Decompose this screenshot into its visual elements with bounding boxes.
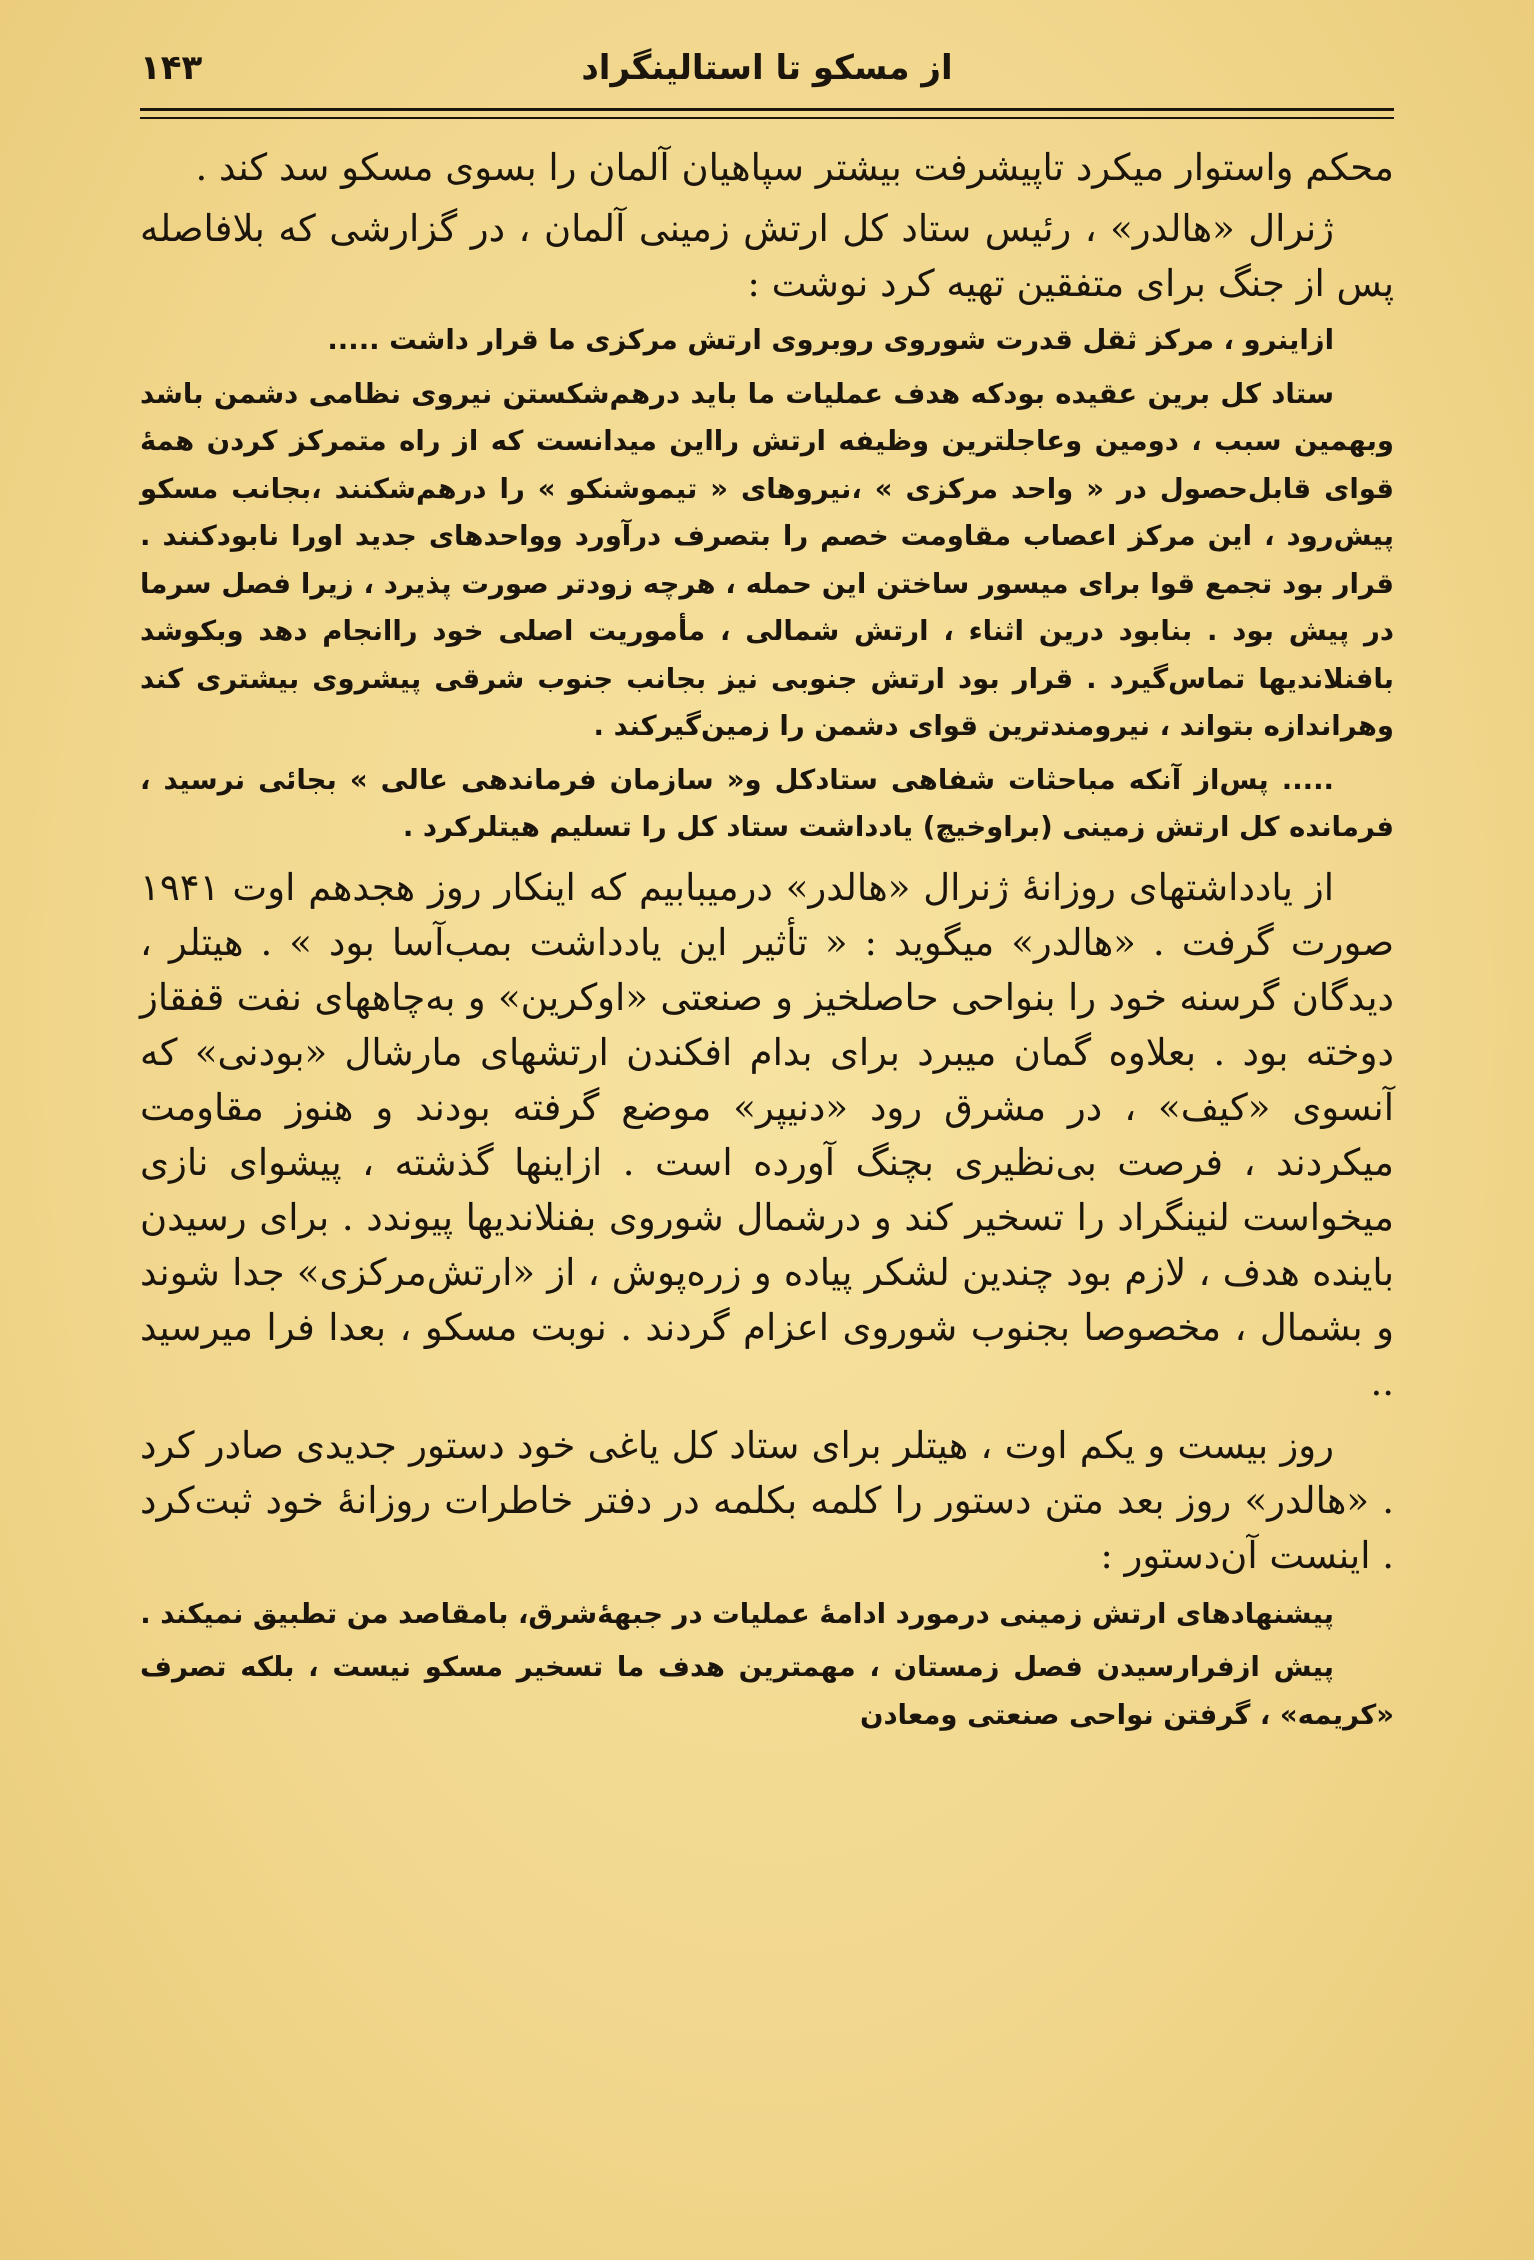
quote-order-objective: پیش ازفرارسیدن فصل زمستان ، مهمترین هدف ما تسخیر مسکو نیست ، بلکه تصرف «کریمه» ، گرفتن نواحی صنعتی ومعادن [140,1651,1394,1731]
page-header [140,42,1394,102]
quote-center-of-gravity: ازاینرو ، مرکز ثقل قدرت شوروی روبروی ارتش مرکزی ما قرار داشت ..... [327,324,1334,356]
paragraph-continued: محکم واستوار میکرد تاپیشرفت بیشتر سپاهیان آلمان را بسوی مسکو سد کند . [195,146,1394,189]
quote-general-staff: ستاد کل برین عقیده بودکه هدف عملیات ما باید درهم‌شکستن نیروی نظامی دشمن باشد وبهمین سبب ، دومین وعاجلترین وظیفه ارتش رااین میدانست که از راه متمرکز کردن همهٔ قوای قابل‌حصول در « واحد مرکزی » ،نیروهای « تیموشنکو » را درهم‌شکنند ،بجانب مسکو پیش‌رود ، این مرکز اعصاب مقاومت خصم را بتصرف درآورد وواحدهای جدید اورا نابودکنند . قرار بود تجمع قوا برای میسور ساختن این حمله ، هرچه زودتر صورت پذیرد ، زیرا فصل سرما در پیش بود . بنابود درین اثناء ، ارتش شمالی ، مأموریت اصلی خود راانجام دهد وبکوشد بافنلاندیها تماس‌گیرد . قرار بود ارتش جنوبی نیز بجانب جنوب شرقی پیشروی بیشتری کند وهراندازه بتواند ، نیرومندترین قوای دشمن را زمین‌گیرکند . [140,377,1394,742]
quote-memorandum: ..... پس‌از آنکه مباحثات شفاهی ستادکل و« سازمان فرماندهی عالی » بجائی نرسید ، فرمانده کل ارتش زمینی (براوخیچ) یادداشت ستاد کل را تسلیم هیتلرکرد . [140,763,1394,843]
running-title: از مسکو تا استالینگراد [581,48,953,88]
paragraph-halder-report: ژنرال «هالدر» ، رئیس ستاد کل ارتش زمینی آلمان ، در گزارشی که بلافاصله پس از جنگ برای متفقین تهیه کرد نوشت : [140,207,1394,305]
page-body [140,140,1394,2220]
paragraph-new-order: روز بیست و یکم اوت ، هیتلر برای ستاد کل یاغی خود دستور جدیدی صادر کرد . «هالدر» روز بعد متن دستور را کلمه بکلمه در دفتر خاطرات روزانهٔ خود ثبت‌کرد . اینست آن‌دستور : [140,1423,1394,1577]
page-number: ۱۴۳ [140,48,203,88]
header-rule-thin [140,117,1394,119]
header-rule [140,108,1394,111]
paragraph-diary: از یادداشتهای روزانهٔ ژنرال «هالدر» درمیبابیم که اینکار روز هجدهم اوت ۱۹۴۱ صورت گرفت . «هالدر» میگوید : « تأثیر این یادداشت بمب‌آسا بود » . هیتلر ، دیدگان گرسنه خود را بنواحی حاصلخیز و صنعتی «اوکرین» و به‌چاههای نفت قفقاز دوخته بود . بعلاوه گمان میبرد برای بدام افکندن ارتشهای مارشال «بودنی» که آنسوی «کیف» ، در مشرق رود «دنیپر» موضع گرفته بودند و هنوز مقاومت میکردند ، فرصت بی‌نظیری بچنگ آورده است . ازاینها گذشته ، پیشوای نازی میخواست لنینگراد را تسخیر کند و درشمال شوروی بفنلاندیها پیوندد . برای رسیدن باینده هدف ، لازم بود چندین لشکر پیاده و زره‌پوش ، از «ارتش‌مرکزی» جدا شوند و بشمال ، مخصوصا بجنوب شوروی اعزام گردند . نوبت مسکو ، بعدا فرا میرسید .. [140,865,1394,1404]
quote-order-intro: پیشنهادهای ارتش زمینی درمورد ادامهٔ عملیات در جبههٔ‌شرق، بامقاصد من تطبیق نمیکند . [140,1597,1334,1630]
